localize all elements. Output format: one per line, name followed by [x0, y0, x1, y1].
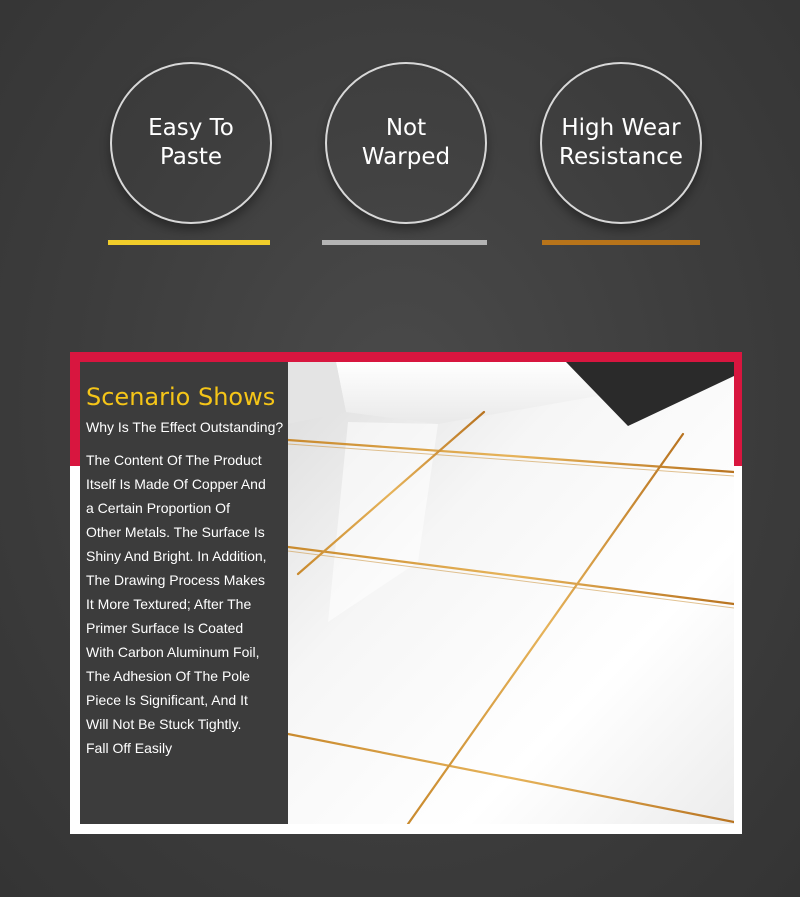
description-line: The Drawing Process Makes: [86, 572, 265, 588]
description-line: With Carbon Aluminum Foil,: [86, 644, 260, 660]
feature-bar-bronze: [542, 240, 700, 245]
description-line: Primer Surface Is Coated: [86, 620, 244, 636]
scenario-description: [86, 448, 286, 760]
feature-high-wear-resistance: [540, 62, 702, 224]
description-line: The Adhesion Of The Pole: [86, 668, 250, 684]
scenario-subtitle: Why Is The Effect Outstanding?: [86, 419, 284, 435]
feature-not-warped: [325, 62, 487, 224]
feature-label: Not Warped: [361, 115, 451, 170]
description-line: It More Textured; After The: [86, 596, 252, 612]
tile-floor-photo: [288, 362, 734, 824]
feature-label: Easy To Paste: [148, 115, 234, 170]
description-line: a Certain Proportion Of: [86, 500, 230, 516]
description-line: Itself Is Made Of Copper And: [86, 476, 266, 492]
description-line: Shiny And Bright. In Addition,: [86, 548, 267, 564]
description-line: Fall Off Easily: [86, 740, 173, 756]
feature-easy-to-paste: [110, 62, 272, 224]
description-line: The Content Of The Product: [86, 452, 262, 468]
description-line: Piece Is Significant, And It: [86, 692, 248, 708]
scenario-title: Scenario Shows: [86, 383, 276, 411]
feature-bar-silver: [322, 240, 487, 245]
description-line: Other Metals. The Surface Is: [86, 524, 265, 540]
feature-bar-yellow: [108, 240, 270, 245]
description-line: Will Not Be Stuck Tightly.: [86, 716, 242, 732]
feature-label: High Wear Resistance: [559, 115, 683, 170]
